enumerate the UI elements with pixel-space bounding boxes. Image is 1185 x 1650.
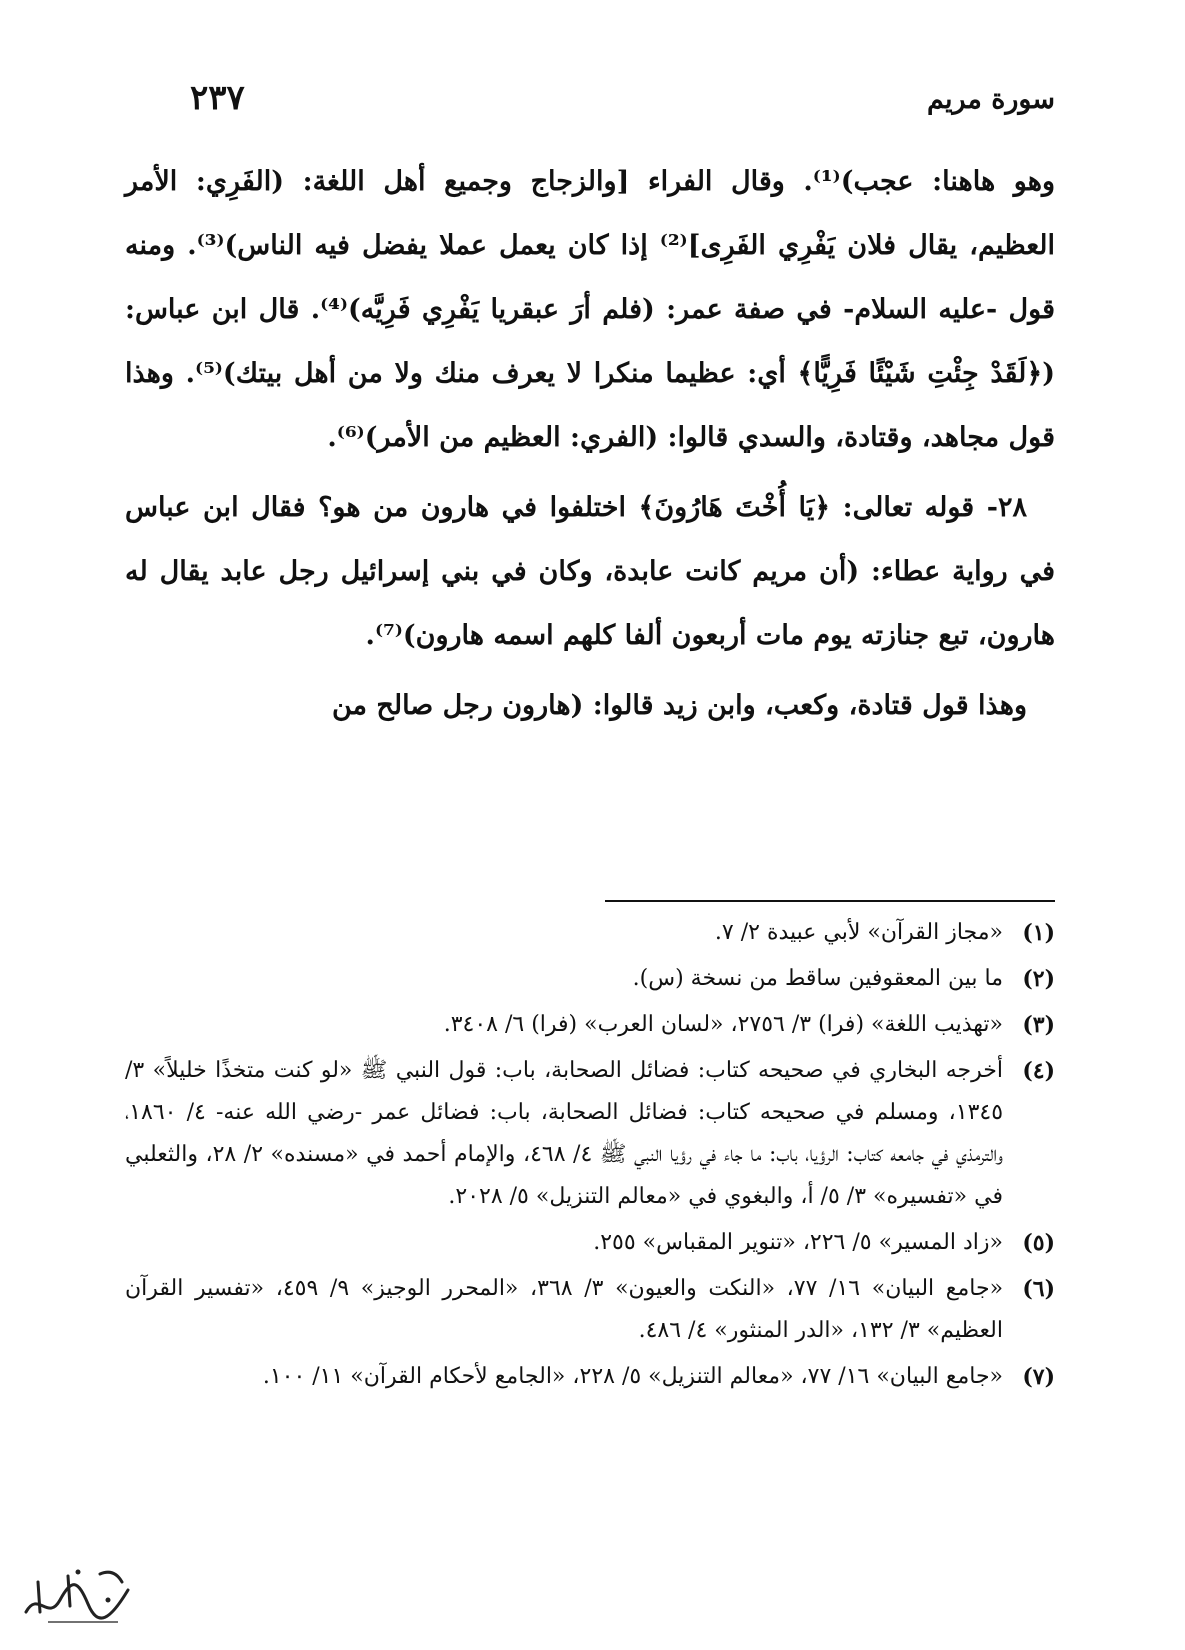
footnote-number: (٧)	[1022, 1364, 1055, 1390]
footnote-number: (٦)	[1022, 1276, 1055, 1302]
footnote-number: (١)	[1022, 920, 1055, 946]
paragraph: وهو هاهنا: عجب)⁽¹⁾. وقال الفراء [والزجاج وجميع أهل اللغة: (الفَرِي: الأمر العظيم، يقال فلان يَفْرِي الفَرِى]⁽²⁾ إذا كان يعمل عملا يفضل فيه الناس)⁽³⁾. ومنه قول -عليه السلام- في صفة عمر: (فلم أرَ عبقريا يَفْرِي فَرِيَّه)⁽⁴⁾. قال ابن عباس: (﴿لَقَدْ جِئْتِ شَيْئًا فَرِيًّا﴾ أي: عظيما منكرا لا يعرف منك ولا من أهل بيتك)⁽⁵⁾. وهذا قول مجاهد، وقتادة، والسدي قالوا: (الفري: العظيم من الأمر)⁽⁶⁾.	[125, 166, 1055, 453]
footnote-number: (٤)	[1022, 1058, 1055, 1084]
page-number: ٢٣٧	[190, 78, 245, 118]
footnote	[125, 1356, 1055, 1398]
footnote-separator	[605, 900, 1055, 902]
footnote	[125, 1268, 1055, 1352]
footnote	[125, 912, 1055, 954]
page-header	[190, 78, 1055, 128]
paragraph: وهذا قول قتادة، وكعب، وابن زيد قالوا: (هارون رجل صالح من	[332, 690, 1027, 721]
paragraph: ٢٨- قوله تعالى: ﴿يَا أُخْتَ هَارُونَ﴾ اختلفوا في هارون من هو؟ فقال ابن عباس في رواية عطاء: (أن مريم كانت عابدة، وكان في بني إسرائيل رجل عابد يقال له هارون، تبع جنازته يوم مات أربعون ألفا كلهم اسمه هارون)⁽⁷⁾.	[125, 492, 1055, 651]
footnote-number: (٣)	[1022, 1012, 1055, 1038]
footnote-text: «زاد المسير» ٥/ ٢٢٦، «تنوير المقباس» ٢٥٥.	[593, 1230, 1003, 1255]
main-text	[125, 150, 1055, 744]
footnote	[125, 958, 1055, 1000]
footnote-text: «جامع البيان» ١٦/ ٧٧، «معالم التنزيل» ٥/ ٢٢٨، «الجامع لأحكام القرآن» ١١/ ١٠٠.	[262, 1364, 1003, 1389]
footnote-number: (٢)	[1022, 966, 1055, 992]
footnote-text: «جامع البيان» ١٦/ ٧٧، «النكت والعيون» ٣/ ٣٦٨، «المحرر الوجيز» ٩/ ٤٥٩، «تفسير القرآن العظيم» ٣/ ١٣٢، «الدر المنثور» ٤/ ٤٨٦.	[125, 1276, 1004, 1343]
almaktaba-logo-icon	[18, 1560, 138, 1630]
footnote-text: «تهذيب اللغة» (فرا) ٣/ ٢٧٥٦، «لسان العرب» (فرا) ٦/ ٣٤٠٨.	[443, 1012, 1003, 1037]
running-title: سورة مريم	[927, 84, 1055, 115]
footnote-number: (٥)	[1022, 1230, 1055, 1256]
footnote-text: أخرجه البخاري في صحيحه كتاب: فضائل الصحابة، باب: قول النبي ﷺ «لو كنت متخذًا خليلاً» ٣/ ١٣٤٥، ومسلم في صحيحه كتاب: فضائل الصحابة، باب: فضائل عمر -رضي الله عنه- ٤/ ١٨٦٠، والترمذي في جامعه كتاب: الرؤيا، باب: ما جاء في رؤيا النبي ﷺ ٤/ ٤٦٨، والإمام أحمد في «مسنده» ٢/ ٢٨، والثعلبي في «تفسيره» ٣/ ٥/ أ، والبغوي في «معالم التنزيل» ٥/ ٢٠٢٨.	[125, 1058, 1004, 1209]
footnote	[125, 1004, 1055, 1046]
footnote-text: ما بين المعقوفين ساقط من نسخة (س).	[632, 966, 1003, 991]
footnote	[125, 1222, 1055, 1264]
footnote-text: «مجاز القرآن» لأبي عبيدة ٢/ ٧.	[714, 920, 1003, 945]
footnotes	[125, 912, 1055, 1402]
footnote	[125, 1050, 1055, 1218]
